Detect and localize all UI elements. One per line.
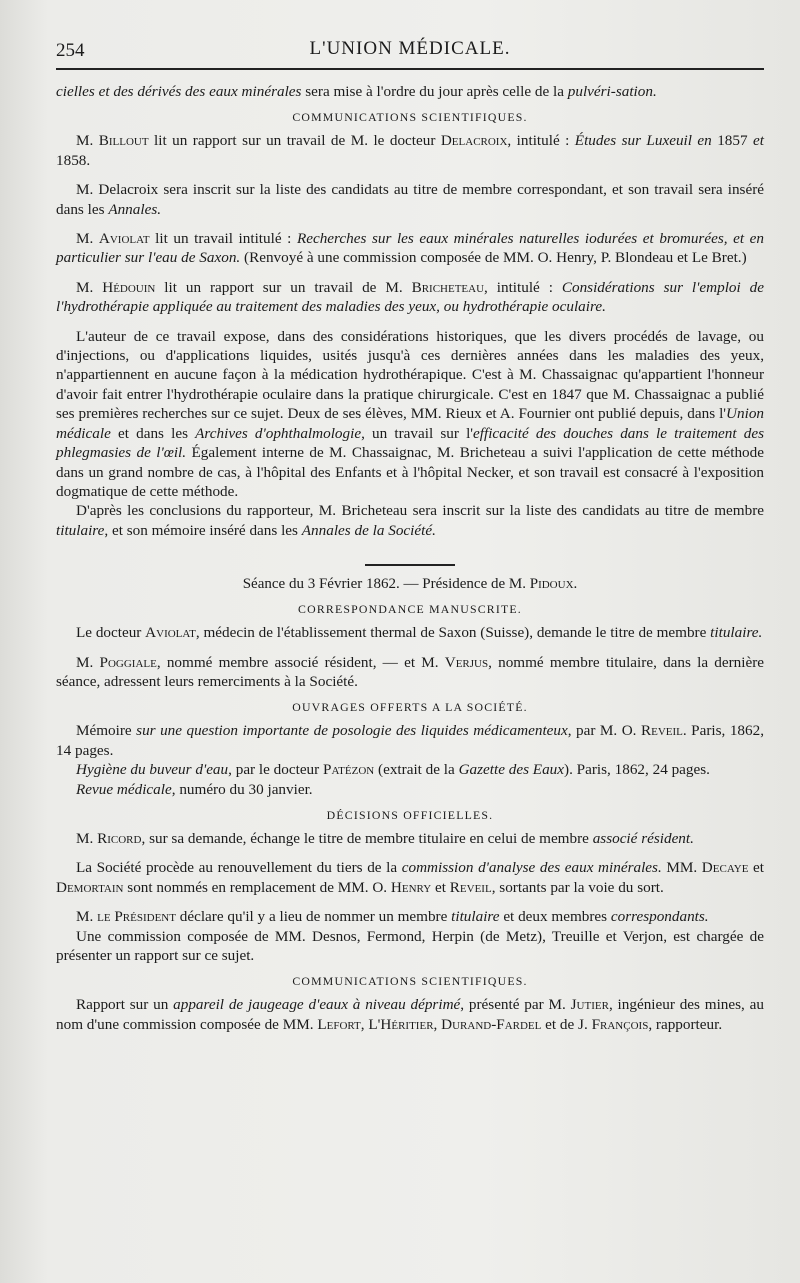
paragraph-poggiale: M. Poggiale, nommé membre associé résident, — et M. Verjus, nommé membre titulaire, dans la dernière séance, adressent leurs remerciments à la Société. <box>56 653 765 690</box>
header-rule <box>56 68 764 70</box>
paragraph-president: M. le Président déclare qu'il y a lieu de nommer un membre titulaire et deux membres correspondants. <box>76 908 709 926</box>
page-number: 254 <box>56 40 85 61</box>
paragraph-memoire: Mémoire sur une question importante de posologie des liquides médicamenteux, par M. O. Reveil. Paris, 1862, 14 pages. <box>56 722 764 759</box>
running-title: L'UNION MÉDICALE. <box>309 38 511 59</box>
section-heading-communications-2: COMMUNICATIONS SCIENTIFIQUES. <box>292 974 528 989</box>
paragraph-conclusions: D'après les conclusions du rapporteur, M. Bricheteau sera inscrit sur la liste des candidats au titre de membre titulaire, et son mémoire inséré dans les Annales de la Société. <box>56 502 764 539</box>
paragraph-aviolat: M. Aviolat lit un travail intitulé : Recherches sur les eaux minérales naturelles iodurées et bromurées, et en particulier sur l'eau de Saxon. (Renvoyé à une commission composée de MM. O. Henry, P. Blondeau et Le Bret.) <box>56 230 764 267</box>
paragraph-report-body: L'auteur de ce travail expose, dans des considérations historiques, que les divers procédés de lavage, ou d'injections, ou d'applications liquides, usités jusqu'à ces dernières années dans les maladies des yeux, n'appartiennent en aucune façon à la médication hydrothérapique. C'est à M. Chassaignac qu'appartient l'honneur d'avoir fait entrer l'hydrothérapie oculaire dans la pratique chirurgicale. C'est en 1847 que M. Chassaignac a publié ses premières recherches sur ce sujet. Deux de ses élèves, MM. Rieux et A. Fournier ont publié depuis, dans l'Union médicale et dans les Archives d'ophthalmologie, un travail sur l'efficacité des douches dans le traitement des phlegmasies de l'œil. Également interne de M. Chassaignac, M. Bricheteau a suivi l'application de cette méthode dans un grand nombre de cas, à l'hôpital des Enfants et à l'hôpital Necker, et son travail est consacré à l'exposition dogmatique de cette méthode. <box>56 327 765 500</box>
paragraph-billout: M. Billout lit un rapport sur un travail de M. le docteur Delacroix, intitulé : Études sur Luxeuil en 1857 et 1858. <box>56 132 764 169</box>
session-heading: Séance du 3 Février 1862. — Présidence de M. Pidoux. <box>242 576 578 593</box>
section-heading-decisions: DÉCISIONS OFFICIELLES. <box>326 807 494 822</box>
paragraph-hygiene: Hygiène du buveur d'eau, par le docteur Patézon (extrait de la Gazette des Eaux). Paris, 1862, 24 pages. <box>76 761 710 779</box>
paragraph-aviolat-request: Le docteur Aviolat, médecin de l'établissement thermal de Saxon (Suisse), demande le titre de membre titulaire. <box>76 624 763 642</box>
paragraph-revue: Revue médicale, numéro du 30 janvier. <box>76 780 313 798</box>
paragraph-commission: Une commission composée de MM. Desnos, Fermond, Herpin (de Metz), Treuille et Verjon, est chargée de présenter un rapport sur ce sujet. <box>56 927 764 964</box>
section-heading-ouvrages: OUVRAGES OFFERTS A LA SOCIÉTÉ. <box>292 700 528 715</box>
paragraph-rapport-jaugeage: Rapport sur un appareil de jaugeage d'eaux à niveau déprimé, présenté par M. Jutier, ingénieur des mines, au nom d'une commission composée de MM. Lefort, L'Héritier, Durand-Fardel et de J. François, rapporteur. <box>56 996 764 1033</box>
paragraph-hedouin: M. Hédouin lit un rapport sur un travail de M. Bricheteau, intitulé : Considérations sur l'emploi de l'hydrothérapie appliquée au traitement des maladies des yeux, ou hydrothérapie oculaire. <box>56 278 764 316</box>
paragraph-ricord: M. Ricord, sur sa demande, échange le titre de membre titulaire en celui de membre associé résident. <box>76 829 694 847</box>
section-heading-communications: COMMUNICATIONS SCIENTIFIQUES. <box>292 110 528 125</box>
paragraph-renouvellement: La Société procède au renouvellement du tiers de la commission d'analyse des eaux minérales. MM. Decaye et Demortain sont nommés en remplacement de MM. O. Henry et Reveil, sortants par la voie du sort. <box>56 859 764 896</box>
page-header <box>56 30 764 66</box>
paragraph-delacroix: M. Delacroix sera inscrit sur la liste des candidats au titre de membre correspondant, et son travail sera inséré dans les Annales. <box>56 181 764 218</box>
section-heading-correspondance: CORRESPONDANCE MANUSCRITE. <box>298 602 522 617</box>
paragraph-pulverisation: cielles et des dérivés des eaux minérales sera mise à l'ordre du jour après celle de la pulvéri-sation. <box>56 83 657 100</box>
section-divider <box>365 564 455 566</box>
